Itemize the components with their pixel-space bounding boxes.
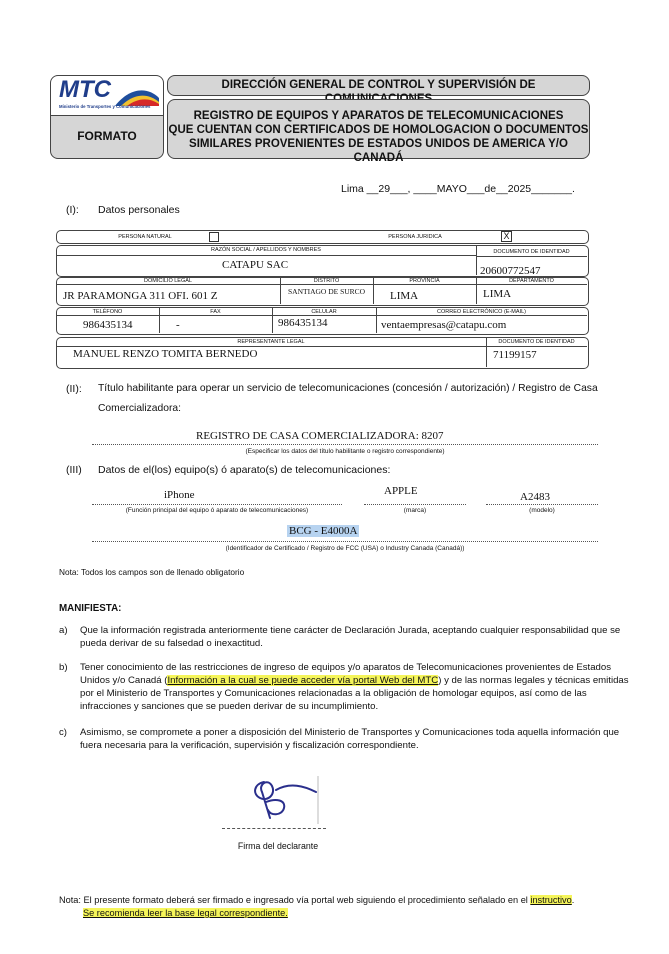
item-b-label: b) [59, 662, 68, 673]
firma-label: Firma del declarante [237, 841, 319, 851]
telefono-label: TELÉFONO [92, 309, 123, 315]
persona-natural-label: PERSONA NATURAL [118, 234, 172, 240]
nota-final [59, 895, 574, 905]
logo-subtitle: Ministerio de Transportes y Comunicaciones [59, 104, 151, 109]
distrito-value[interactable]: SANTIAGO DE SURCO [288, 287, 366, 296]
modelo-line [486, 504, 598, 505]
signature-line [222, 828, 326, 829]
domicilio-label: DOMICILIO LEGAL [144, 278, 192, 284]
formato-label: FORMATO [77, 129, 137, 143]
section2-line [92, 444, 598, 445]
nota-final-pre: Nota: El presente formato deberá ser firmado e ingresado vía portal web siguiendo el procedimiento señalado en el [59, 895, 531, 905]
correo-value[interactable]: ventaempresas@catapu.com [381, 319, 507, 331]
item-b-line4: infracciones y sanciones que se pueden derivar de su incumplimiento. [80, 701, 379, 712]
divider [56, 284, 587, 285]
representante-label: REPRESENTANTE LEGAL [237, 339, 305, 345]
item-a-line2: pueda derivar de su falsedad o inexactitud. [80, 638, 263, 649]
provincia-value[interactable]: LIMA [390, 290, 419, 302]
persona-juridica-label: PERSONA JURIDICA [388, 234, 442, 240]
registro-title-line1: REGISTRO DE EQUIPOS Y APARATOS DE TELECOMUNICACIONES [193, 110, 564, 122]
formato-box [50, 115, 164, 159]
base-legal-link[interactable]: Se recomienda leer la base legal correspondiente. [83, 908, 288, 918]
signature [246, 772, 326, 828]
date-line: Lima __29___, ____MAYO___de__2025_______. [341, 183, 575, 195]
section2-title-line1: Título habilitante para operar un servicio de telecomunicaciones (concesión / autorización) / Registro de Casa [98, 383, 598, 394]
doc-identidad-label: DOCUMENTO DE IDENTIDAD [493, 249, 570, 255]
departamento-label: DEPARTAMENTO [509, 278, 554, 284]
marca-line [364, 504, 466, 505]
funcion-value[interactable]: iPhone [164, 489, 195, 501]
divider [56, 315, 587, 316]
identificador-value[interactable]: BCG - E4000A [289, 525, 358, 537]
registro-title-line2: QUE CUENTAN CON CERTIFICADOS DE HOMOLOGACION O DOCUMENTOS [168, 124, 589, 136]
section2-value[interactable]: REGISTRO DE CASA COMERCIALIZADORA: 8207 [196, 430, 444, 442]
departamento-value[interactable]: LIMA [483, 288, 512, 300]
razon-social-value[interactable]: CATAPU SAC [222, 259, 289, 271]
doc-rep-value[interactable]: 71199157 [493, 349, 537, 361]
section3-num: (III) [66, 464, 82, 476]
divider [56, 255, 476, 256]
section2-title-line2: Comercializadora: [98, 403, 181, 414]
provincia-label: PROVINCIA [409, 278, 440, 284]
nota-campos: Nota: Todos los campos son de llenado obligatorio [59, 567, 245, 577]
section1-title: Datos personales [98, 204, 180, 216]
domicilio-value[interactable]: JR PARAMONGA 311 OFI. 601 Z [63, 290, 218, 302]
correo-label: CORREO ELECTRÓNICO (E-MAIL) [437, 309, 526, 315]
item-c-label: c) [59, 727, 67, 738]
item-b-line3: por el Ministerio de Transportes y Comunicaciones relacionadas a la obligación de homologar equipos, así como de las [80, 688, 587, 699]
item-b-line2 [80, 675, 629, 688]
section1-num: (I): [66, 204, 79, 216]
funcion-caption: (Función principal del equipo ó aparato de telecomunicaciones) [125, 507, 309, 514]
celular-value[interactable]: 986435134 [278, 317, 328, 329]
celular-label: CELULAR [311, 309, 337, 315]
divider [476, 256, 587, 257]
persona-natural-checkbox[interactable] [209, 232, 219, 242]
item-b-line1: Tener conocimiento de las restricciones de ingreso de equipos y/o aparatos de Telecomunicaciones provenientes de Estados [80, 662, 611, 673]
nota-final-post: . [571, 895, 575, 905]
section2-caption: (Especificar los datos del título habilitante o registro correspondiente) [245, 448, 445, 455]
identificador-line [92, 541, 598, 542]
section2-num: (II): [66, 383, 82, 395]
mtc-portal-link[interactable]: Información a la cual se puede acceder vía portal Web del MTC [167, 675, 439, 686]
doc-identidad-value[interactable]: 20600772547 [480, 265, 541, 277]
telefono-value[interactable]: 986435134 [83, 319, 133, 331]
section3-title: Datos de el(los) equipo(s) ó aparato(s) de telecomunicaciones: [98, 464, 391, 476]
registro-title-line3: SIMILARES PROVENIENTES DE ESTADOS UNIDOS DE AMERICA Y/O CANADÁ [189, 138, 568, 164]
registro-title-box [167, 99, 590, 164]
distrito-label: DISTRITO [313, 278, 340, 284]
modelo-caption: (modelo) [529, 507, 555, 514]
item-c-line2: fuera necesaria para la verificación, supervisión y fiscalización correspondiente. [80, 740, 419, 751]
persona-juridica-checkbox[interactable] [501, 231, 512, 242]
item-a-line1: Que la información registrada anteriormente tiene carácter de Declaración Jurada, aceptando cualquier responsabilidad que se [80, 625, 621, 636]
direction-title: DIRECCIÓN GENERAL DE CONTROL Y SUPERVISIÓN DE [221, 79, 536, 91]
divider [56, 346, 587, 347]
persona-juridica-mark: X [503, 231, 510, 241]
item-c-line1: Asimismo, se compromete a poner a disposición del Ministerio de Transportes y Comunicaciones toda aquella información que [80, 727, 620, 738]
logo-text: MTC [59, 76, 111, 103]
instructivo-link[interactable]: instructivo [530, 895, 572, 905]
marca-value[interactable]: APPLE [384, 485, 418, 497]
funcion-line [92, 504, 342, 505]
marca-caption: (marca) [403, 507, 427, 514]
manifiesta-title: MANIFIESTA: [59, 603, 122, 614]
modelo-value[interactable]: A2483 [520, 491, 550, 503]
item-a-label: a) [59, 625, 68, 636]
identificador-caption: (Identificador de Certificado / Registro de FCC (USA) o Industry Canada (Canadá)) [225, 545, 465, 552]
logo-box [50, 75, 164, 117]
direction-title-box [167, 75, 590, 96]
fax-label: FAX [210, 309, 221, 315]
item-b-line2-pre: Unidos y/o Canadá ( [80, 675, 168, 686]
fax-value[interactable]: - [176, 319, 180, 331]
item-b-line2-post: ) y de las normas legales y técnicas emitidas [438, 675, 629, 686]
representante-value[interactable]: MANUEL RENZO TOMITA BERNEDO [73, 348, 258, 360]
doc-rep-label: DOCUMENTO DE IDENTIDAD [498, 339, 575, 345]
razon-social-label: RAZÓN SOCIAL / APELLIDOS Y NOMBRES [211, 247, 321, 253]
